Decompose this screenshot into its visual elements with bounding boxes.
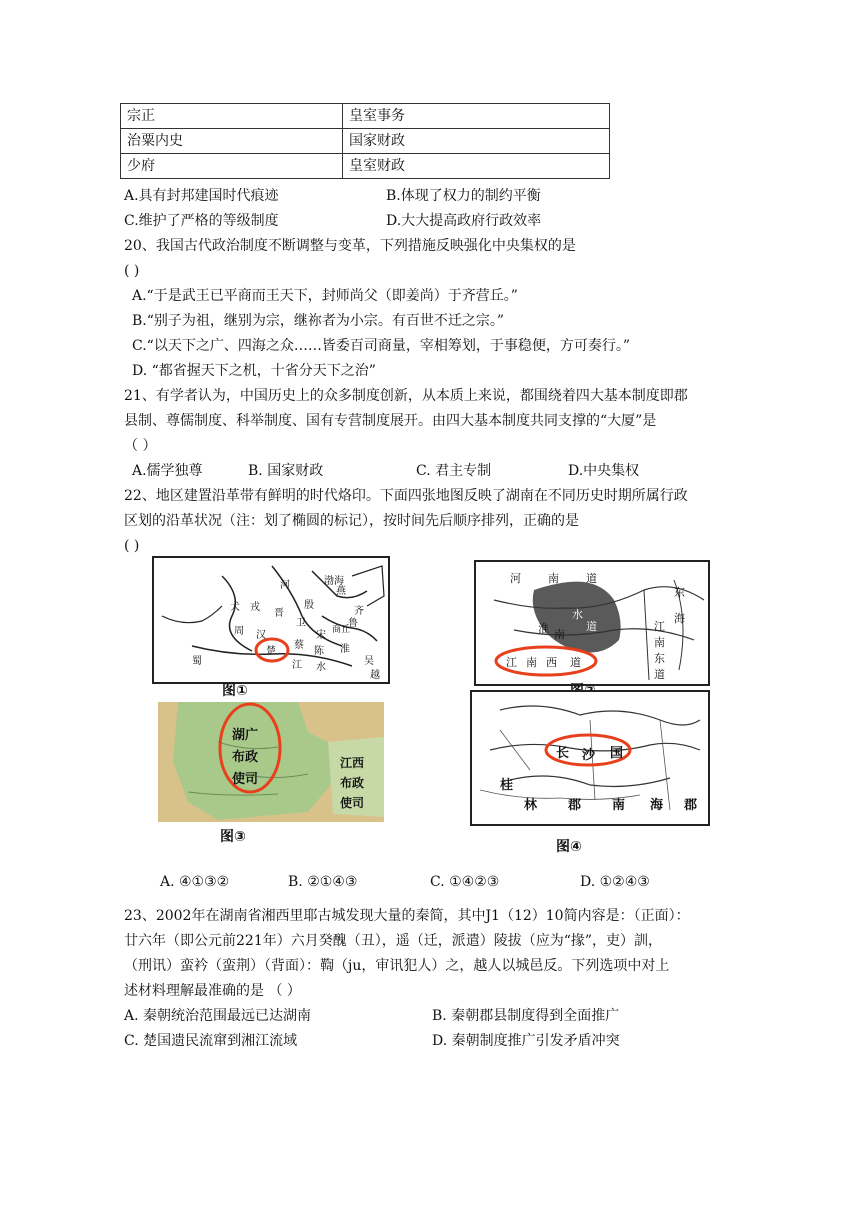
map-3-ming	[158, 702, 384, 822]
q20-option-a[interactable]: A.“于是武王已平商而王天下，封师尚父（即姜尚）于齐营丘。”	[132, 288, 518, 304]
q21-option-a[interactable]: A.儒学独尊	[132, 463, 203, 479]
map1-label: 齐	[354, 606, 364, 617]
q22-stem-line1: 22、地区建置沿革带有鲜明的时代烙印。下面四张地图反映了湖南在不同历史时期所属行政	[124, 488, 688, 504]
q23-option-d[interactable]: D. 秦朝制度推广引发矛盾冲突	[432, 1033, 620, 1049]
q20-stem: 20、我国古代政治制度不断调整与变革，下列措施反映强化中央集权的是	[124, 238, 576, 254]
map-2-tang	[474, 560, 710, 686]
map2-label: 道	[586, 620, 597, 633]
table-row	[121, 129, 610, 154]
map1-label: 卫	[296, 618, 306, 629]
q22-option-a[interactable]: A. ④①③②	[160, 874, 230, 890]
q22-option-b[interactable]: B. ②①④③	[288, 874, 358, 890]
map1-label: 鲁	[348, 618, 358, 629]
map4-label: 南	[612, 798, 626, 813]
table-row	[121, 154, 610, 179]
map2-label: 河	[510, 572, 521, 585]
map1-label: 汉	[256, 630, 266, 641]
map1-label: 淮	[340, 644, 350, 655]
q23-option-c[interactable]: C. 楚国遗民流窜到湘江流域	[124, 1033, 298, 1049]
table-cell: 皇室事务	[343, 104, 610, 129]
map1-label: 水	[316, 662, 326, 673]
q20-option-c[interactable]: C.“以天下之广、四海之众……皆委百司商量，宰相筹划，于事稳便，方可奏行。”	[132, 338, 630, 354]
q23-stem-line2: 廿六年（即公元前221年）六月癸醜（丑），遥（迁，派遣）陵拔（应为“掾”，吏）訓，	[124, 933, 663, 949]
map1-label: 晋	[274, 608, 284, 619]
q19-option-b[interactable]: B.体现了权力的制约平衡	[386, 188, 541, 204]
map3-label: 江西	[340, 756, 365, 770]
map4-label: 郡	[568, 798, 582, 813]
q21-stem-line2: 县制、尊儒制度、科举制度、国有专营制度展开。由四大基本制度共同支撑的“大厦”是	[124, 413, 657, 429]
map4-label: 郡	[684, 798, 698, 813]
map2-label: 水	[572, 608, 583, 621]
map1-label: 宋	[316, 630, 326, 641]
map1-label: 河	[280, 580, 290, 591]
map2-label: 东	[674, 586, 685, 599]
map1-label: 渤海	[324, 576, 344, 587]
q23-stem-line3: （刑讯）蛮衿（蛮荆）（背面）：鞫（ju，审讯犯人）之，越人以城邑反。下列选项中对上	[124, 958, 670, 974]
q19-option-d[interactable]: D.大大提高政府行政效率	[386, 213, 542, 229]
map1-label: 周	[234, 626, 244, 637]
q23-stem-line1: 23、2002年在湖南省湘西里耶古城发现大量的秦简，其中J1（12）10简内容是：（正面）：	[124, 908, 690, 924]
q22-answer-paren: ( )	[124, 538, 140, 554]
map4-label: 桂	[500, 778, 514, 793]
table-cell: 少府	[121, 154, 343, 179]
map4-label: 长	[556, 746, 570, 761]
map1-label: 蜀	[192, 656, 202, 667]
map2-label: 海	[674, 612, 685, 625]
map1-label: 戎	[250, 602, 260, 613]
table-cell: 治粟内史	[121, 129, 343, 154]
map2-label: 西	[546, 656, 557, 669]
map2-label: 江	[654, 620, 665, 633]
map-3-caption: 图③	[220, 829, 246, 845]
map2-label: 道	[570, 656, 581, 669]
q23-option-b[interactable]: B. 秦朝郡县制度得到全面推广	[432, 1008, 620, 1024]
q21-option-b[interactable]: B. 国家财政	[248, 463, 324, 479]
map1-label: 江	[292, 660, 302, 671]
q22-stem-line2: 区划的沿革状况（注：划了椭圆的标记），按时间先后顺序排列，正确的是	[124, 513, 579, 529]
map2-label: 南	[548, 572, 559, 585]
q21-stem-line1: 21、有学者认为，中国历史上的众多制度创新，从本质上来说，都围绕着四大基本制度即郡	[124, 388, 688, 404]
q20-option-d[interactable]: D. “都省握天下之机，十省分天下之治”	[132, 363, 376, 379]
map2-label: 东	[654, 652, 665, 665]
q19-option-a[interactable]: A.具有封邦建国时代痕迹	[124, 188, 279, 204]
q19-option-c[interactable]: C.维护了严格的等级制度	[124, 213, 279, 229]
map2-label: 江	[506, 656, 517, 669]
map1-label: 楚	[266, 646, 276, 657]
map4-label: 海	[650, 798, 664, 813]
map2-label: 道	[654, 668, 665, 681]
table-cell: 皇室财政	[343, 154, 610, 179]
map2-label: 南	[526, 656, 537, 669]
table-cell: 国家财政	[343, 129, 610, 154]
map2-label: 道	[586, 572, 597, 585]
map2-label: 南	[554, 628, 565, 641]
map2-label: 南	[654, 636, 665, 649]
map1-label: 犬	[230, 602, 240, 613]
map1-label: 陈	[314, 646, 324, 657]
q22-option-c[interactable]: C. ①④②③	[430, 874, 500, 890]
q22-option-d[interactable]: D. ①②④③	[580, 874, 650, 890]
q21-answer-paren: （ ）	[124, 438, 157, 454]
map1-label: 蔡	[294, 640, 304, 651]
map1-label: 吴	[364, 656, 374, 667]
q21-option-c[interactable]: C. 君主专制	[416, 463, 492, 479]
map2-label: 淮	[538, 622, 549, 635]
q20-option-b[interactable]: B.“别子为祖，继别为宗，继祢者为小宗。有百世不迁之宗。”	[132, 313, 505, 329]
map1-label: 殷	[304, 600, 314, 611]
map3-label: 使司	[232, 772, 259, 787]
map4-label: 林	[524, 798, 538, 813]
map3-label: 使司	[340, 796, 365, 810]
map4-label: 国	[610, 746, 624, 761]
q23-stem-line4: 述材料理解最准确的是 （ ）	[124, 983, 301, 999]
map1-label: 越	[370, 670, 380, 681]
map-4-han	[470, 690, 710, 826]
q20-answer-paren: ( )	[124, 263, 140, 279]
office-table	[120, 103, 610, 179]
map-1-caption: 图①	[222, 683, 248, 699]
map4-label: 沙	[582, 748, 596, 763]
map-4-caption: 图④	[556, 839, 582, 855]
table-row	[121, 104, 610, 129]
q23-option-a[interactable]: A. 秦朝统治范围最远已达湖南	[124, 1008, 312, 1024]
map3-label: 布政	[340, 776, 365, 790]
table-cell: 宗正	[121, 104, 343, 129]
map1-label: 燕	[336, 586, 346, 597]
q21-option-d[interactable]: D.中央集权	[568, 463, 640, 479]
map1-label: 商丘	[332, 625, 351, 635]
map3-label: 湖广	[232, 728, 259, 743]
map-1-zhou	[152, 556, 390, 684]
map3-label: 布政	[232, 750, 259, 765]
